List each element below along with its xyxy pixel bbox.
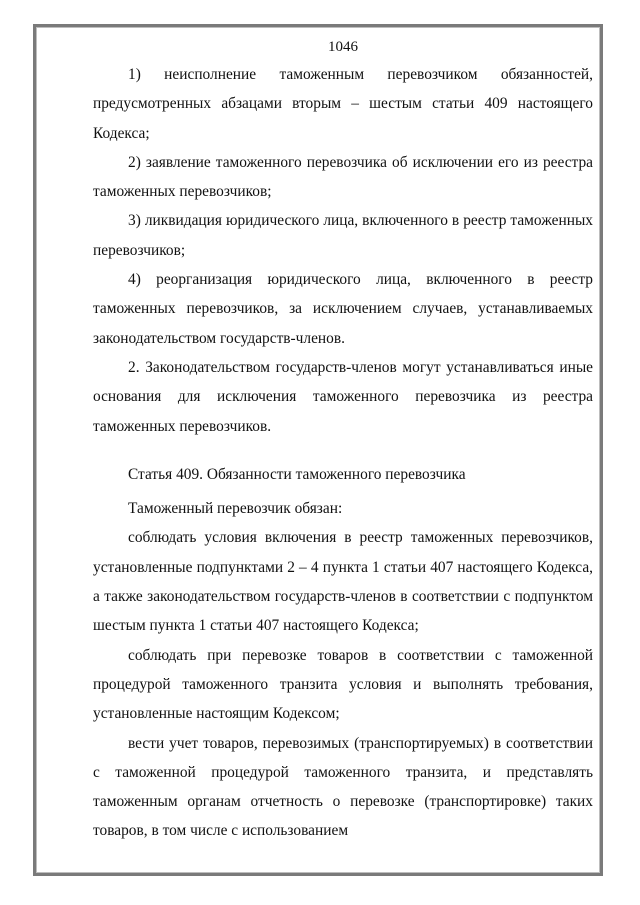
paragraph-item-4: 4) реорганизация юридического лица, включенного в реестр таможенных перевозчиков, за исключением случаев, устанавливаемых законодательством государств-членов. [93,271,593,347]
paragraph-clause-2: 2. Законодательством государств-членов могут устанавливаться иные основания для исключения таможенного перевозчика из реестра таможенных перевозчиков. [93,358,593,435]
lead-text: Таможенный перевозчик обязан: [128,500,343,518]
paragraph-item-2: 2) заявление таможенного перевозчика об исключении его из реестра таможенных перевозчиков; [93,153,593,201]
article-title: Статья 409. Обязанности таможенного перевозчика [128,465,466,483]
obligation-paragraph-1: соблюдать условия включения в реестр таможенных перевозчиков, установленные подпунктами 2 – 4 пункта 1 статьи 407 настоящего Кодекса, а также законодательством государств-членов в соответствии с подпунктом шестым пункта 1 статьи 407 настоящего Кодекса; [93,529,593,635]
obligation-paragraph-2: соблюдать при перевозке товаров в соответствии с таможенной процедурой таможенного транзита условия и выполнять требования, установленные настоящим Кодексом; [93,646,593,723]
document-page [93,36,593,846]
obligation-paragraph-3: вести учет товаров, перевозимых (транспортируемых) в соответствии с таможенной процедурой таможенного транзита, и представлять таможенным органам отчетность о перевозке (транспортировке) таких товаров, в том числе с использованием [93,734,593,840]
paragraph-item-1: 1) неисполнение таможенным перевозчиком обязанностей, предусмотренных абзацами вторым – шестым статьи 409 настоящего Кодекса; [93,66,593,142]
page-number: 1046 [328,39,358,55]
paragraph-item-3: 3) ликвидация юридического лица, включенного в реестр таможенных перевозчиков; [93,212,593,259]
